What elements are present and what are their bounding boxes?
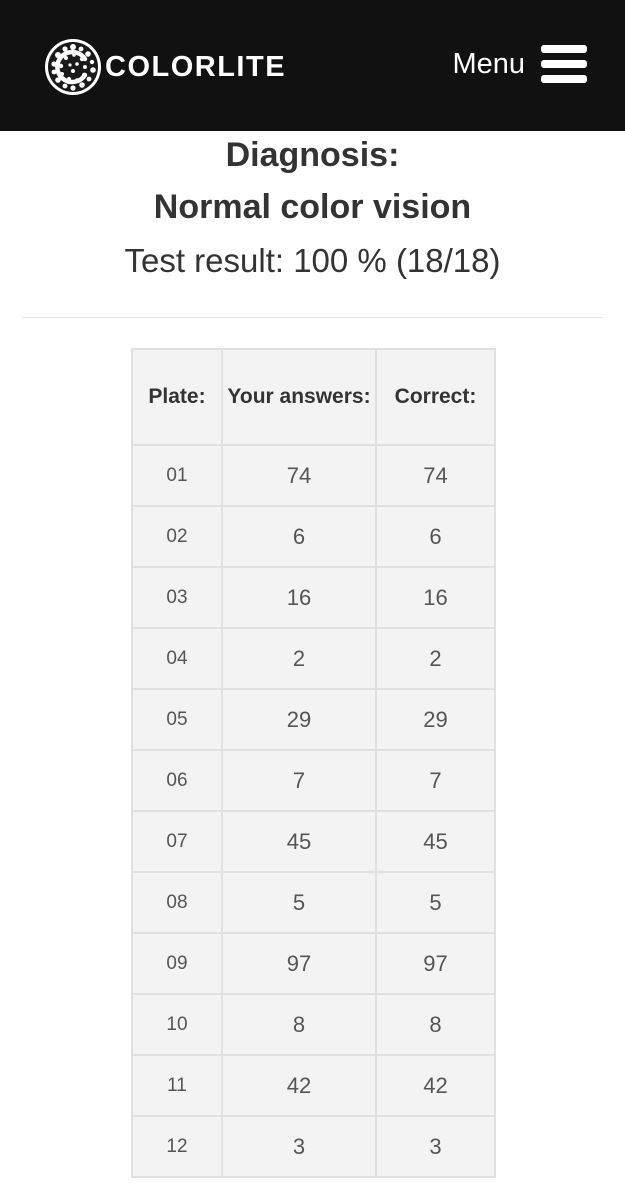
table-row: [132, 994, 495, 1055]
your-answer-cell: 45: [222, 811, 376, 872]
plate-column-header: Plate:: [132, 349, 222, 445]
table-row: [132, 567, 495, 628]
your-answer-cell: 3: [222, 1116, 376, 1177]
correct-answer-cell: 2: [376, 628, 495, 689]
table-row: [132, 506, 495, 567]
top-navigation-bar: [0, 0, 625, 131]
table-row: [132, 872, 495, 933]
hamburger-icon: [541, 45, 587, 83]
ishihara-logo-icon: [44, 38, 102, 96]
plate-number-cell: 01: [132, 445, 222, 506]
correct-answer-cell: 74: [376, 445, 495, 506]
your-answer-cell: 29: [222, 689, 376, 750]
menu-button[interactable]: [452, 34, 587, 94]
plate-number-cell: 09: [132, 933, 222, 994]
diagnosis-value: Normal color vision: [153, 188, 472, 226]
plate-number-cell: 11: [132, 1055, 222, 1116]
plate-number-cell: 03: [132, 567, 222, 628]
correct-answer-cell: 3: [376, 1116, 495, 1177]
your-answer-cell: 6: [222, 506, 376, 567]
correct-answer-cell: 7: [376, 750, 495, 811]
correct-answer-cell: 42: [376, 1055, 495, 1116]
your-answer-cell: 97: [222, 933, 376, 994]
plate-number-cell: 06: [132, 750, 222, 811]
correct-answer-cell: 6: [376, 506, 495, 567]
menu-label: Menu: [452, 47, 525, 80]
your-answer-cell: 42: [222, 1055, 376, 1116]
table-row: [132, 1116, 495, 1177]
correct-answer-cell: 5: [376, 872, 495, 933]
correct-column-header: Correct:: [376, 349, 495, 445]
your-answer-cell: 16: [222, 567, 376, 628]
correct-answer-cell: 45: [376, 811, 495, 872]
plate-number-cell: 05: [132, 689, 222, 750]
table-row: [132, 445, 495, 506]
your-answers-column-header: Your answers:: [222, 349, 376, 445]
plate-number-cell: 08: [132, 872, 222, 933]
plate-number-cell: 07: [132, 811, 222, 872]
plate-number-cell: 04: [132, 628, 222, 689]
correct-answer-cell: 97: [376, 933, 495, 994]
correct-answer-cell: 16: [376, 567, 495, 628]
your-answer-cell: 5: [222, 872, 376, 933]
logo-text: COLORLITE: [105, 50, 287, 83]
table-row: [132, 689, 495, 750]
table-row: [132, 628, 495, 689]
your-answer-cell: 2: [222, 628, 376, 689]
your-answer-cell: 8: [222, 994, 376, 1055]
plate-number-cell: 12: [132, 1116, 222, 1177]
plate-number-cell: 10: [132, 994, 222, 1055]
answers-table: [131, 348, 496, 1178]
correct-answer-cell: 29: [376, 689, 495, 750]
table-row: [132, 750, 495, 811]
your-answer-cell: 74: [222, 445, 376, 506]
table-row: [132, 811, 495, 872]
table-row: [132, 1055, 495, 1116]
plate-number-cell: 02: [132, 506, 222, 567]
table-row: [132, 933, 495, 994]
test-result-summary: Test result: 100 % (18/18): [124, 242, 501, 279]
diagnosis-label: Diagnosis:: [225, 136, 400, 174]
colorlite-logo-link[interactable]: [44, 38, 286, 96]
table-header-row: [132, 349, 495, 445]
correct-answer-cell: 8: [376, 994, 495, 1055]
your-answer-cell: 7: [222, 750, 376, 811]
section-divider: [22, 317, 603, 318]
